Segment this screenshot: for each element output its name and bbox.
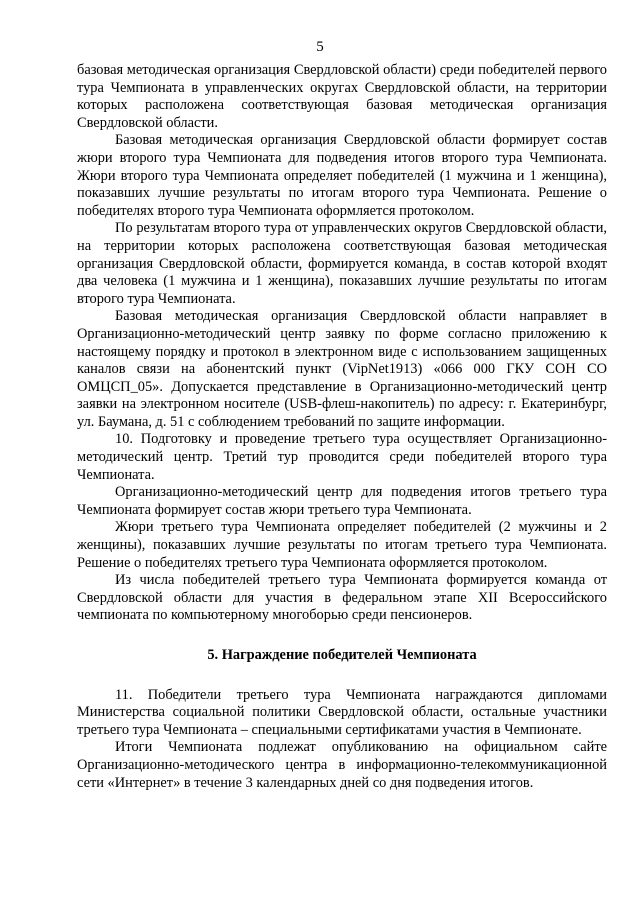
paragraph-application-submission: Базовая методическая организация Свердловской области направляет в Организационно-методический центр заявку по форме согласно приложению к настоящему порядку и протокол в электронном виде с использованием защищенных каналов связи на абонентский пункт (VipNet1913) «066 000 ГКУ СОН СО ОМЦСП_05». Допускается представление в Организационно-методический центр заявки на электронном носителе (USB-флеш-накопитель) по адресу: г. Екатеринбург, ул. Баумана, д. 51 с соблюдением требований по защите информации. [77,308,607,430]
section-heading: 5. Награждение победителей Чемпионата [207,647,477,663]
paragraph-jury-second-round: Базовая методическая организация Свердловской области формирует состав жюри второго тура Чемпионата для подведения итогов второго тура Чемпионата. Жюри второго тура Чемпионата определяет победителей (1 мужчина и 1 женщина), показавших лучшие результаты по итогам второго тура Чемпионата. Решение о победителях второго тура Чемпионата оформляется протоколом. [77,132,607,219]
page-number: 5 [316,39,324,55]
paragraph-winners-third-round: Жюри третьего тура Чемпионата определяет победителей (2 мужчины и 2 женщины), показавших лучшие результаты по итогам третьего тура Чемпионата. Решение о победителях третьего тура Чемпионата оформляется протоколом. [77,519,607,571]
paragraph-jury-third-round: Организационно-методический центр для подведения итогов третьего тура Чемпионата формирует состав жюри третьего тура Чемпионата. [77,484,607,518]
paragraph-federal-team: Из числа победителей третьего тура Чемпионата формируется команда от Свердловской области для участия в федеральном этапе XII Всероссийского чемпионата по компьютерному многоборью среди пенсионеров. [77,572,607,624]
paragraph-team-formation: По результатам второго тура от управленческих округов Свердловской области, на территории которых расположена соответствующая базовая методическая организация Свердловской области, формируется команда, в состав которой входят два человека (1 мужчина и 1 женщина), показавших лучшие результаты по итогам второго тура Чемпионата. [77,220,607,307]
paragraph-continuation: базовая методическая организация Свердловской области) среди победителей первого тура Чемпионата в управленческих округах Свердловской области, на территории которых расположена соответствующая базовая методическая организация Свердловской области. [77,62,607,131]
paragraph-awards: 11. Победители третьего тура Чемпионата награждаются дипломами Министерства социальной политики Свердловской области, остальные участники третьего тура Чемпионата – специальными сертификатами участия в Чемпионате. [77,686,607,738]
paragraph-third-round: 10. Подготовку и проведение третьего тура осуществляет Организационно-методический центр. Третий тур проводится среди победителей второго тура Чемпионата. [77,431,607,483]
paragraph-results-publication: Итоги Чемпионата подлежат опубликованию на официальном сайте Организационно-методического центра в информационно-телекоммуникационной сети «Интернет» в течение 3 календарных дней со дня подведения итогов. [77,739,607,791]
document-body [77,62,607,792]
